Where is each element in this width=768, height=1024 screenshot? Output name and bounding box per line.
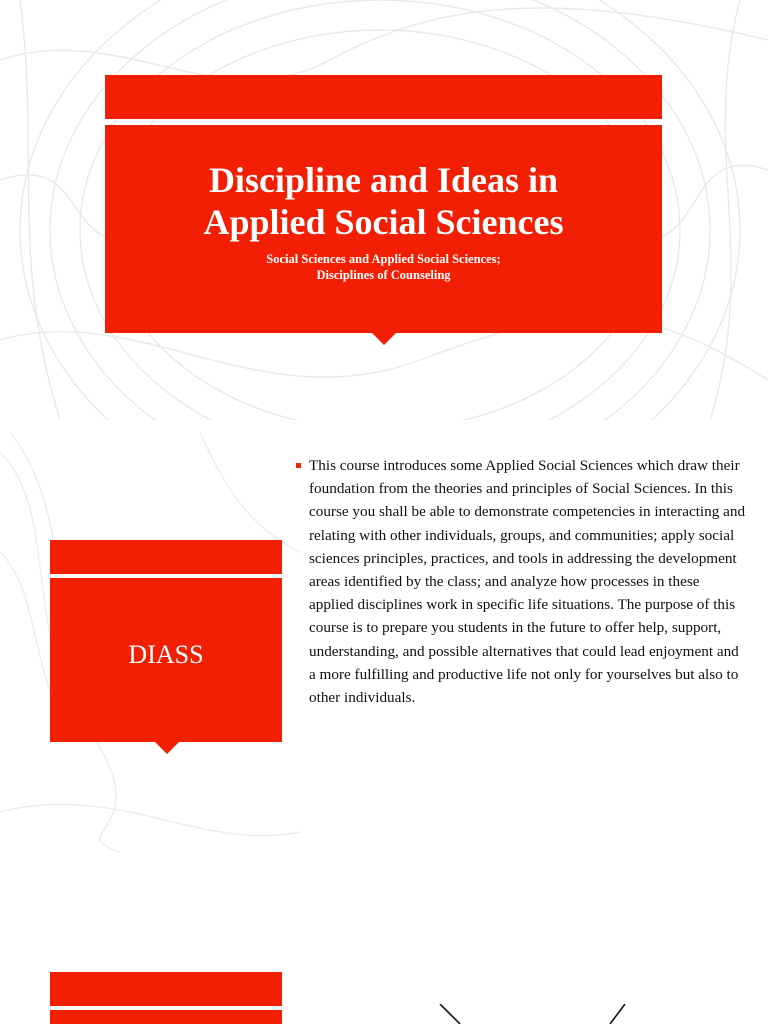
title-top-strip <box>105 75 662 119</box>
course-description-text: This course introduces some Applied Social Sciences which draw their foundation from the theories and principles of Social Sciences. In this course you shall be able to demonstrate competencies in interacting and relating with other individuals, groups, and communities; apply social sciences principles, practices, and tools in addressing the development areas identified by the class; and analyze how processes in these applied disciplines work in specific life situations. The purpose of this course is to prepare you students in the future to offer help, support, understanding, and possible alternatives that could lead enjoyment and a more fulfilling and productive life not only for yourselves but also to other individuals. <box>309 457 746 707</box>
bullet-square-icon <box>296 463 301 468</box>
subtitle-line-2: Disciplines of Counseling <box>316 268 451 282</box>
slide-divider <box>0 420 768 432</box>
subtitle <box>105 251 662 283</box>
title-line-1: Discipline and Ideas in <box>208 160 559 200</box>
slide-divider <box>0 852 768 864</box>
label-panel <box>50 578 282 742</box>
slide-title <box>0 0 768 420</box>
course-description <box>296 454 746 709</box>
page-title <box>105 159 662 243</box>
title-panel <box>105 125 662 333</box>
next-panel <box>50 1010 282 1024</box>
slide-next <box>0 864 768 1024</box>
label-top-strip <box>50 540 282 574</box>
diass-label: DIASS <box>128 640 204 669</box>
next-top-strip <box>50 972 282 1006</box>
title-pointer-notch <box>372 333 396 345</box>
slide-course-description <box>0 432 768 852</box>
cross-lines-graphic <box>430 1004 640 1024</box>
label-pointer-notch <box>155 742 179 754</box>
subtitle-line-1: Social Sciences and Applied Social Sciences; <box>266 252 501 266</box>
title-line-2: Applied Social Sciences <box>203 202 564 242</box>
